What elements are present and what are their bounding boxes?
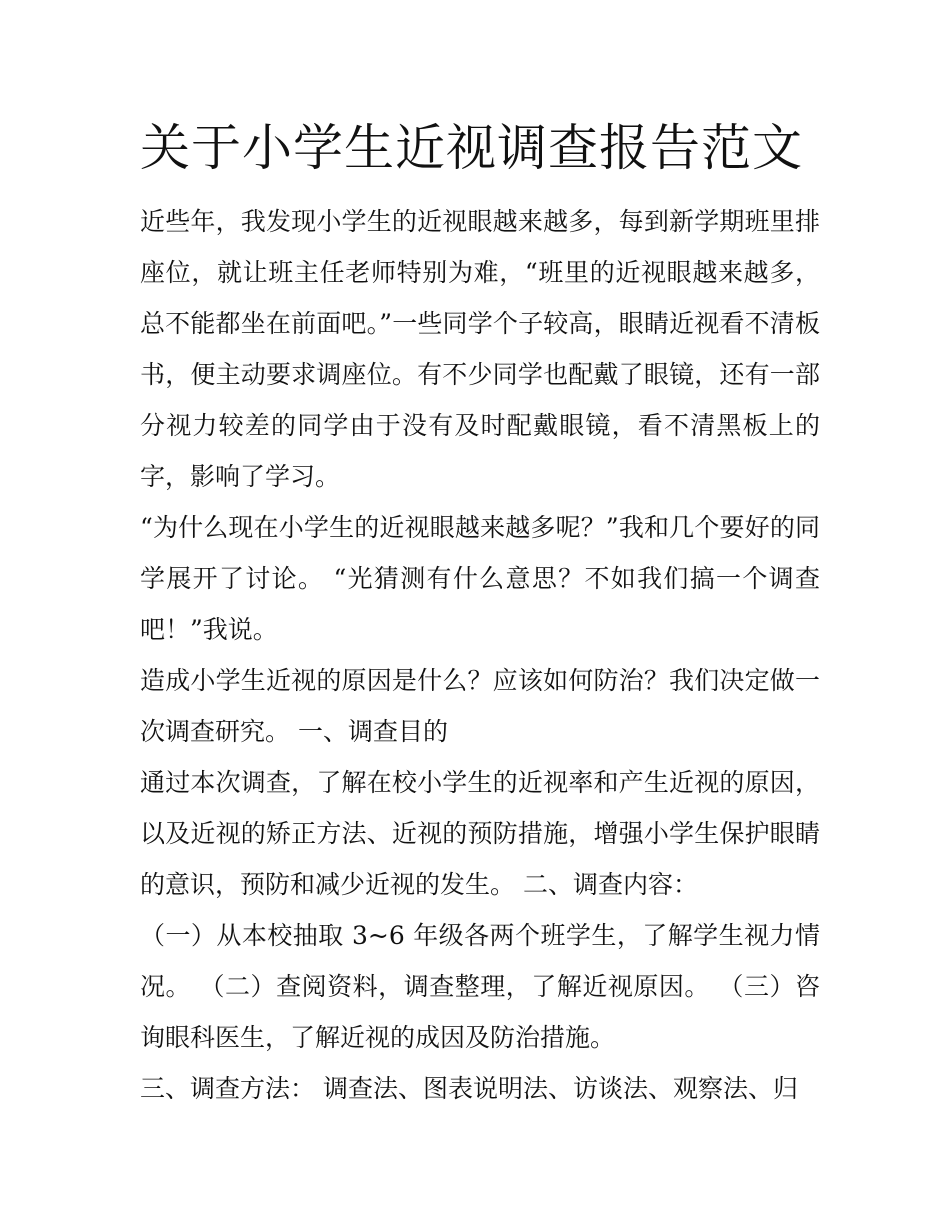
paragraph-intro: 近些年，我发现小学生的近视眼越来越多，每到新学期班里排座位，就让班主任老师特别为难，“班里的近视眼越来越多，总不能都坐在前面吧。”一些同学个子较高，眼睛近视看不清板书，便主动要求调座位。有不少同学也配戴了眼镜，还有一部分视力较差的同学由于没有及时配戴眼镜，看不清黑板上的字，影响了学习。 bbox=[140, 207, 820, 491]
paragraph-purpose-heading: 造成小学生近视的原因是什么？应该如何防治？我们决定做一次调查研究。 一、调查目的 bbox=[140, 666, 820, 746]
paragraph-methods: 三、调查方法： 调查法、图表说明法、访谈法、观察法、归 bbox=[140, 1074, 798, 1103]
document-page bbox=[140, 112, 820, 1114]
paragraph-discussion: “为什么现在小学生的近视眼越来越多呢？”我和几个要好的同学展开了讨论。 “光猜测有什么意思？不如我们搞一个调查吧！”我说。 bbox=[140, 513, 820, 644]
document-title: 关于小学生近视调查报告范文 bbox=[140, 119, 803, 177]
paragraph-content: （一）从本校抽取 3~6 年级各两个班学生，了解学生视力情况。 （二）查阅资料，调查整理，了解近视原因。 （三）咨询眼科医生，了解近视的成因及防治措施。 bbox=[140, 921, 820, 1052]
paragraph-purpose: 通过本次调查，了解在校小学生的近视率和产生近视的原因，以及近视的矫正方法、近视的预防措施，增强小学生保护眼睛的意识，预防和减少近视的发生。 二、调查内容： bbox=[140, 768, 820, 899]
